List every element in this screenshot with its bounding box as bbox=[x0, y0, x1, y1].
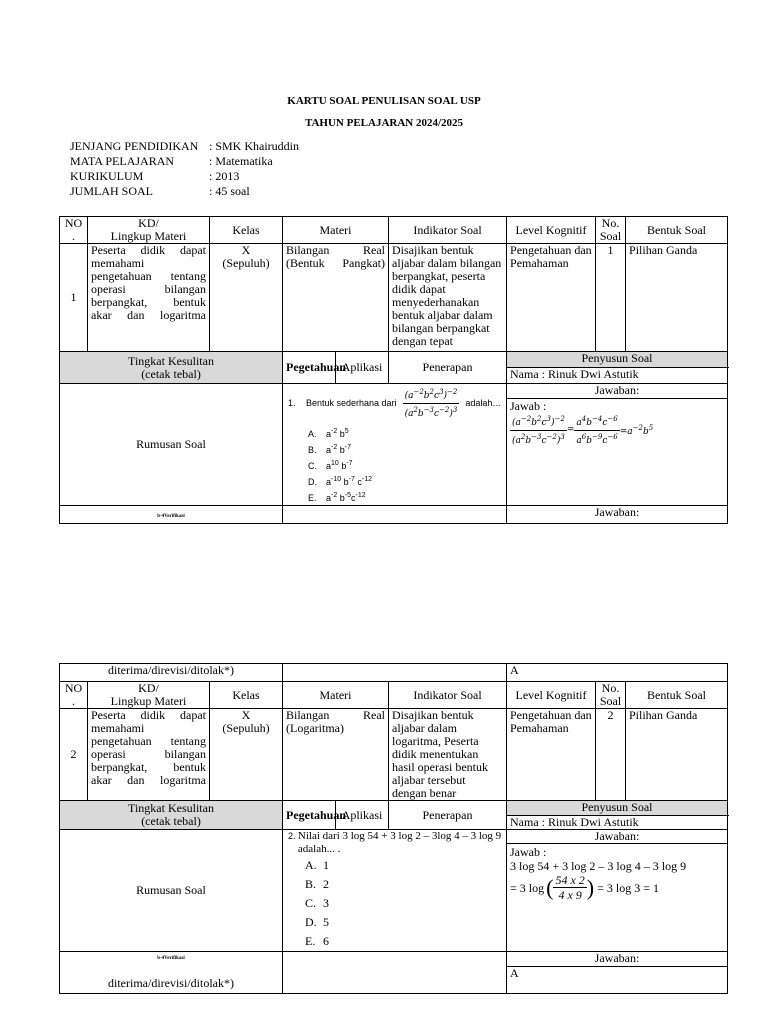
jawab-line-1: 3 log 54 + 3 log 2 – 3 log 4 – 3 log 9 bbox=[510, 859, 687, 873]
jawab-line-2: = 3 log ( $\frac{54 x 2}{4 x 9}$ ) = 3 log 3 = 1 bbox=[510, 873, 659, 902]
option-e[interactable]: E. 6 bbox=[305, 934, 329, 948]
option-a[interactable]: A. $a^{-2}$ $b^5$ bbox=[308, 428, 349, 439]
question-text: Nilai dari 3 log 54 + 3 log 2 – 3log 4 – 3 log 9 adalah... . bbox=[297, 830, 502, 855]
card-no: 1 bbox=[60, 244, 88, 352]
info-label: MATA PELAJARAN bbox=[70, 154, 175, 168]
rumusan-question bbox=[283, 830, 507, 952]
info-label: JUMLAH SOAL bbox=[70, 184, 154, 198]
penyusun-nama: Nama : Rinuk Dwi Astutik bbox=[507, 368, 728, 384]
card-level: Pengetahuan dan Pemahaman bbox=[507, 709, 596, 801]
diterima-blank bbox=[283, 664, 507, 682]
tingkat-kesulitan-label: Tingkat Kesulitan (cetak tebal) bbox=[60, 801, 283, 830]
level-penerapan: Penerapan bbox=[389, 801, 507, 830]
card-indikator: Disajikan bentuk aljabar dalam bilangan berpangkat, peserta didik dapat menyederhanakan bentuk aljabar dalam bilangan berpangkat dengan tepat bbox=[389, 244, 507, 352]
jawab-line-2-pre: = 3 log bbox=[510, 880, 545, 895]
diterima-label: diterima/direvisi/ditolak*) bbox=[108, 976, 234, 990]
col-header-indikator: Indikator Soal bbox=[389, 682, 507, 709]
jawaban-cell bbox=[507, 384, 728, 506]
info-value: : Matematika bbox=[209, 154, 273, 168]
verifikasi-blank bbox=[283, 952, 507, 994]
options-list bbox=[305, 856, 503, 951]
card-materi: Bilangan Real (Bentuk Pangkat) bbox=[283, 244, 389, 352]
diterima-label: diterima/direvisi/ditolak*) bbox=[60, 664, 283, 682]
col-header-materi: Materi bbox=[283, 682, 389, 709]
jawaban-cell bbox=[507, 830, 728, 952]
card-kd: Peserta didik dapat memahami pengetahuan tentang operasi bilangan berpangkat, bentuk akar dan logaritma bbox=[88, 244, 210, 352]
penyusun-label: Penyusun Soal bbox=[507, 352, 728, 368]
card-kelas: X (Sepuluh) bbox=[210, 709, 283, 801]
card-indikator: Disajikan bentuk aljabar dalam logaritma, Peserta didik menentukan hasil operasi bentuk aljabar tersebut dengan benar bbox=[389, 709, 507, 801]
col-header-kelas: Kelas bbox=[210, 217, 283, 244]
col-header-no: NO . bbox=[60, 217, 88, 244]
rumusan-label: Rumusan Soal bbox=[60, 384, 283, 506]
option-a[interactable]: A. 1 bbox=[305, 858, 329, 872]
verifikasi-label: b-4Verifikasi bbox=[157, 956, 185, 961]
card-kelas: X (Sepuluh) bbox=[210, 244, 283, 352]
jawab-work: $\frac{(a^{-2}b^2c^3)^{-2}}{(a^2b^{-3}c^{-2})^3}$ = $\frac{a^4b^{-4}c^{-6}}{a^6b^{-9}c^{-6}}$ $=a^{-2}b^5$ bbox=[512, 415, 654, 446]
options-list bbox=[308, 425, 503, 505]
level-pengetahuan: Pegetahuan bbox=[283, 352, 336, 384]
question-number: 2. bbox=[288, 831, 296, 841]
jawab-line-2-post: = 3 log 3 = 1 bbox=[597, 880, 659, 895]
level-aplikasi: Aplikasi bbox=[336, 352, 389, 384]
page-subtitle: TAHUN PELAJARAN 2024/2025 bbox=[304, 117, 464, 129]
penyusun-label: Penyusun Soal bbox=[507, 801, 728, 816]
rumusan-label: Rumusan Soal bbox=[60, 830, 283, 952]
level-pengetahuan: Pegetahuan bbox=[283, 801, 336, 830]
jawab-label: Jawab : bbox=[510, 399, 547, 413]
jawaban-label: Jawaban: bbox=[507, 830, 727, 844]
card-nosoal: 1 bbox=[596, 244, 626, 352]
col-header-nosoal: No. Soal bbox=[596, 682, 626, 709]
card-no: 2 bbox=[60, 709, 88, 801]
card-materi: Bilangan Real (Logaritma) bbox=[283, 709, 389, 801]
option-b[interactable]: B. 2 bbox=[305, 877, 329, 891]
option-b[interactable]: B. $a^{-2}$ $b^{-7}$ bbox=[308, 444, 351, 455]
col-header-level: Level Kognitif bbox=[507, 217, 596, 244]
rumusan-question bbox=[283, 384, 507, 506]
option-c[interactable]: C. $a^{10}$ $b^{-7}$ bbox=[308, 460, 353, 471]
tingkat-kesulitan-label: Tingkat Kesulitan (cetak tebal) bbox=[60, 352, 283, 384]
question-text-end: adalah… bbox=[465, 398, 502, 408]
col-header-materi: Materi bbox=[283, 217, 389, 244]
col-header-bentuk: Bentuk Soal bbox=[626, 217, 728, 244]
info-label: JENJANG PENDIDIKAN bbox=[70, 139, 199, 153]
verifikasi-label: b-4Verifikasi bbox=[60, 506, 283, 524]
col-header-level: Level Kognitif bbox=[507, 682, 596, 709]
col-header-no: NO . bbox=[60, 682, 88, 709]
jawaban-label-bottom: Jawaban: bbox=[507, 952, 727, 967]
verifikasi-blank bbox=[283, 506, 507, 524]
level-penerapan: Penerapan bbox=[389, 352, 507, 384]
question-card-1 bbox=[59, 216, 728, 524]
card-bentuk: Pilihan Ganda bbox=[626, 709, 728, 801]
card-kd: Peserta didik dapat memahami pengetahuan tentang operasi bilangan berpangkat, bentuk akar dan logaritma bbox=[88, 709, 210, 801]
penyusun-nama: Nama : Rinuk Dwi Astutik bbox=[507, 816, 728, 830]
page-title: KARTU SOAL PENULISAN SOAL USP bbox=[287, 95, 481, 107]
col-header-kd: KD/ Lingkup Materi bbox=[88, 682, 210, 709]
question-card-2 bbox=[59, 663, 728, 994]
info-value: : 2013 bbox=[209, 169, 240, 183]
info-value: : 45 soal bbox=[209, 184, 250, 198]
option-e[interactable]: E. $a^{-2}$ $b^{-5}c^{-12}$ bbox=[308, 492, 366, 503]
card-level: Pengetahuan dan Pemahaman bbox=[507, 244, 596, 352]
question-text: Bentuk sederhana dari bbox=[306, 398, 397, 408]
kunci-answer: A bbox=[507, 664, 728, 682]
col-header-kelas: Kelas bbox=[210, 682, 283, 709]
col-header-nosoal: No. Soal bbox=[596, 217, 626, 244]
jawaban-bottom-cell bbox=[507, 952, 728, 994]
col-header-kd: KD/ Lingkup Materi bbox=[88, 217, 210, 244]
jawaban-label-bottom: Jawaban: bbox=[507, 506, 728, 524]
option-d[interactable]: D. 5 bbox=[305, 915, 329, 929]
option-d[interactable]: D. $a^{-10}$ $b^{-7}$ $c^{-12}$ bbox=[308, 476, 373, 487]
option-c[interactable]: C. 3 bbox=[305, 896, 329, 910]
question-number: 1. bbox=[288, 398, 296, 408]
kunci-answer: A bbox=[510, 966, 519, 980]
question-fraction: $\frac{(a^{-2}b^2c^3)^{-2}}{(a^2b^{-3}c^{-2})^3}$ bbox=[404, 388, 458, 419]
col-header-bentuk: Bentuk Soal bbox=[626, 682, 728, 709]
card-nosoal: 2 bbox=[596, 709, 626, 801]
jawab-label: Jawab : bbox=[510, 845, 547, 859]
info-value: : SMK Khairuddin bbox=[209, 139, 299, 153]
level-aplikasi: Aplikasi bbox=[336, 801, 389, 830]
info-label: KURIKULUM bbox=[70, 169, 144, 183]
col-header-indikator: Indikator Soal bbox=[389, 217, 507, 244]
jawab-fraction: $\frac{54 x 2}{4 x 9}$ bbox=[555, 873, 585, 902]
verifikasi-cell bbox=[60, 952, 283, 994]
card-bentuk: Pilihan Ganda bbox=[626, 244, 728, 352]
jawaban-label: Jawaban: bbox=[507, 384, 727, 399]
info-block bbox=[70, 139, 299, 199]
